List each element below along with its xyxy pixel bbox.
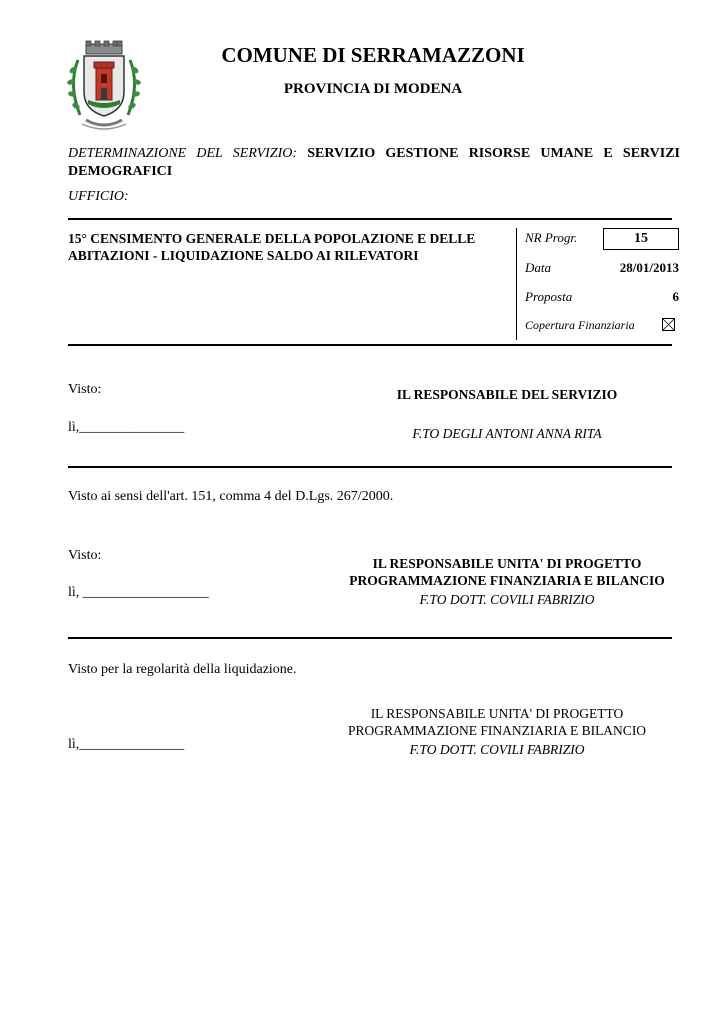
determinazione-value: SERVIZIO GESTIONE RISORSE UMANE E SERVIZI DEMOGRAFICI bbox=[68, 146, 681, 179]
data-label: Data bbox=[525, 260, 551, 275]
ufficio-label: UFFICIO: bbox=[68, 189, 129, 204]
divider bbox=[68, 466, 672, 468]
legal-note: Visto ai sensi dell'art. 151, comma 4 del D.Lgs. 267/2000. bbox=[68, 489, 394, 504]
divider bbox=[68, 344, 672, 346]
responsible-title-line1: IL RESPONSABILE UNITA' DI PROGETTO bbox=[372, 556, 642, 571]
li-line: lì, __________________ bbox=[68, 585, 209, 600]
data-value: 28/01/2013 bbox=[619, 260, 679, 275]
municipality-title: COMUNE DI SERRAMAZZONI bbox=[221, 43, 525, 67]
proposta-label: Proposta bbox=[525, 289, 573, 304]
li-line: lì,_______________ bbox=[68, 420, 185, 435]
visto-label: Visto: bbox=[68, 382, 102, 397]
responsible-title-line1: IL RESPONSABILE UNITA' DI PROGETTO bbox=[370, 706, 624, 721]
divider bbox=[68, 637, 672, 639]
responsible-title-line2: PROGRAMMAZIONE FINANZIARIA E BILANCIO bbox=[347, 723, 647, 738]
copertura-finanziaria-label: Copertura Finanziaria bbox=[525, 318, 635, 332]
subject-text: 15° CENSIMENTO GENERALE DELLA POPOLAZIONE E DELLE ABITAZIONI - LIQUIDAZIONE SALDO AI RILEVATORI bbox=[68, 231, 476, 263]
signature: F.TO DEGLI ANTONI ANNA RITA bbox=[412, 426, 602, 441]
proposta-value: 6 bbox=[672, 289, 679, 304]
responsible-title-line2: PROGRAMMAZIONE FINANZIARIA E BILANCIO bbox=[349, 573, 665, 588]
signature: F.TO DOTT. COVILI FABRIZIO bbox=[419, 592, 595, 607]
copertura-checkbox bbox=[662, 318, 675, 331]
responsible-title: IL RESPONSABILE DEL SERVIZIO bbox=[396, 387, 618, 402]
nr-progr-label: NR Progr. bbox=[525, 230, 578, 245]
nr-progr-value: 15 bbox=[603, 228, 679, 250]
determinazione-line bbox=[68, 145, 680, 181]
province-subtitle: PROVINCIA DI MODENA bbox=[283, 81, 463, 97]
determinazione-label: DETERMINAZIONE DEL SERVIZIO: bbox=[68, 146, 298, 161]
visto-label: Visto: bbox=[68, 548, 102, 563]
signature: F.TO DOTT. COVILI FABRIZIO bbox=[409, 742, 585, 757]
coat-of-arms-logo bbox=[64, 40, 144, 132]
vertical-divider bbox=[516, 228, 517, 340]
divider bbox=[68, 218, 672, 220]
liquidazione-note: Visto per la regolarità della liquidazione. bbox=[68, 662, 297, 677]
li-line: lì,_______________ bbox=[68, 737, 185, 752]
